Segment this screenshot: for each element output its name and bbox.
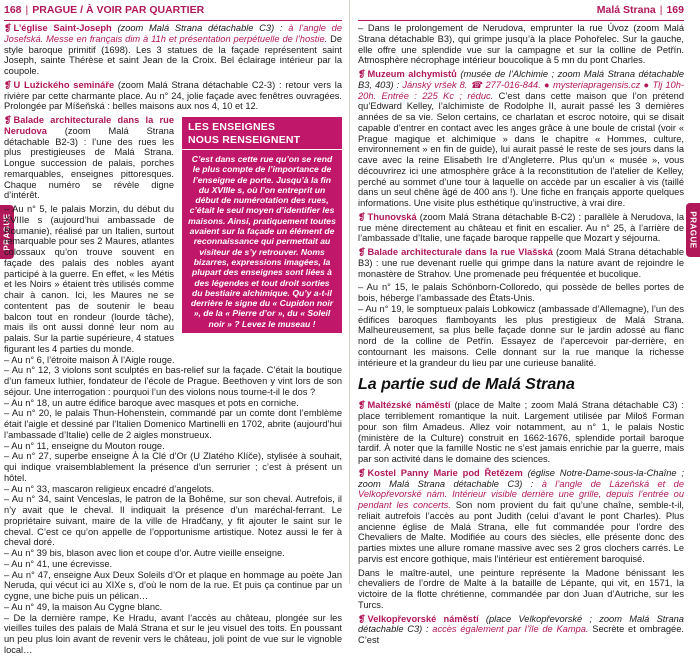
entry-text: (zoom Malá Strana détachable C2-3) : retour vers la rivière par cette charmante place. Au n° 24, jolie façade avec fenêtres ouvragées. Prolongée par Míšeňská : belles maisons aux nos 4, 10 et 12. [4,79,342,112]
entry-rue-vlasska [358,247,684,279]
entry-address: à l’angle de Lázeňská et de Velkopřevorské nám. Intérieur visible derrière une grille, depuis l’entrée ou pendant les concerts. [358,478,685,510]
right-side-tab-label: PRAGUE [688,211,698,249]
entry-ref: (zoom Malá Strana détachable B2-3) : l’une des rues les plus prestigieuses de Malá Strana. Longue succession de palais, porches remarquables, enseignes pittoresques. Chaque numéro se révèle digne d’intérêt. [4,125,174,201]
sidebar-box-body: C’est dans cette rue qu’on se rend le plus compte de l’importance de l’enseigne de porte. Jusqu’à la fin du XVIIIe s, où l’on entreprit un début de numérotation des rues, c’était le seul moyen d’identifier les maisons. Ainsi, pratiquement toutes avaient sur la façade un élément de reconnaissance qui permettait au visiteur de s’y retrouver. Noms bizarres, expressions imagées, la plupart des enseignes sont liées à des légendes et tout droit sorties du bestiaire alchimique. Qu’y a-t-il derrière le signe du « Cupidon noir », de la « Pierre d’or », du « Soleil noir » ? Levez le museau ! [188,154,336,329]
right-running-header [597,0,684,20]
entry-title: Maltézské náměstí [367,400,451,411]
entry-text: C’est dans cette maison que l’on prétend qu’Edward Kelley, l’alchimiste de Rodolphe II, aurait passé les 3 dernières années de sa vie. Selon certains, ce charlatan et escroc notoire, qui se disait capable d’entrer en contact avec les anges grâce à une boule de cristal (voir « Prague magique et alchimique » dans le chapitre « Hommes, culture, environnement » en fin de guide), lui aurait passé le reste de ses jours dans la cave avec la reine Elisabeth Ire d’Angleterre. Plus qu’un « musée », vous découvrirez ici une atmosphère grâce à la reconstitution de l’atelier de Kelley, perché au sommet d’une tour à laquelle on accède par un escalier à vis (taillé dans un seul chêne âgé de 400 ans !). Une fiche en français apporte quelques informations. Une visite plus esthétique qu’instructive, à vrai dire. [358,90,684,208]
entry-kostel-text-2: Dans le maître-autel, une peinture représente la Madone bénissant les chevaliers de l’ordre de Malte à la bataille de Lépante, qui vit, en 1571, la victoire de la flotte chrétienne, commandée par don Juan d’Autriche, sur les Turcs. [358,567,684,610]
right-header-rule [358,20,684,21]
bookmark-icon: ❡ [4,23,12,33]
entry-ref: (musée de l’Alchimie ; zoom Malá Strana détachable B3, 403) : [358,69,685,90]
sidebar-box-title-line2: NOUS RENSEIGNENT [188,134,301,146]
right-column [358,23,684,649]
entry-title: Balade architecturale dans la rue Vlašská [367,247,553,257]
sidebar-box-enseignes [182,117,342,333]
list-item: – Au n° 41, une écrevisse. [4,558,113,569]
bookmark-icon: ❡ [358,211,366,222]
entry-title: U Lužického semináře [13,79,115,90]
list-item: – Au n° 11, enseigne du Mouton rouge. [4,440,165,451]
list-item: – Au n° 39 bis, blason avec lion et coupe d’or. Autre vieille enseigne. [4,548,285,558]
bookmark-icon: ❡ [358,613,366,624]
left-header-title: PRAGUE / À VOIR PAR QUARTIER [32,4,205,16]
bookmark-icon: ❡ [358,467,366,478]
sidebar-box-title [182,117,342,150]
entry-title: Balade architecturale dans la rue Nerudova [4,115,174,136]
bookmark-icon: ❡ [4,79,12,90]
list-item: – Au n° 6, l’étroite maison À l’Aigle rouge. [4,354,175,365]
left-page [0,0,350,655]
bookmark-icon: ❡ [4,115,12,125]
entry-title: L’église Saint-Joseph [13,23,112,33]
entry-ref: (église Notre-Dame-sous-la-Chaîne ; zoom Malá Strana détachable C3) : [358,467,684,489]
list-item: – Au n° 27, superbe enseigne À la Clé d’Or (U Zlatého Klíče), stylisée à souhait, qui indique vraisemblablement la présence d’un serrurier ; c’est à présent un hôtel. [4,451,342,483]
entry-maltezske-namesti [358,400,684,465]
entry-title: Muzeum alchymistů [367,69,457,79]
list-item: – Au n° 15, le palais Schönborn-Colloredo, qui possède de belles portes de bois, héberge l’ambassade des États-Unis. [358,282,684,303]
list-item: – Au n° 18, un autre édifice baroque avec masques et pots en corniche. [4,397,299,408]
entry-luzickeho-seminare [4,80,342,112]
list-item: – Au n° 5, le palais Morzin, du début du XVIIIe s (aujourd’hui ambassade de Roumanie), réalisé par un Italien, surtout remarquable pour ses 2 Maures, atlantes colossaux qu’on trouve souvent en façade des palais des nobles ayant participé à la guerre. En effet, « les Métis et les Noirs » étaient très utilisés comme chair à canon. Ici, les Maures ne se contentent pas de soutenir le beau balcon tout en rondeur (lourde tâche), mais ils ont aussi donné leur nom au palais. Sur la partie supérieure, 4 statues figurant les 4 parties du monde. [4,204,174,354]
left-page-number: 168 [4,4,22,16]
list-item: – Au n° 19, le somptueux palais Lobkowicz (ambassade d’Allemagne), l’un des édifices baroques flamboyants les plus prestigieux de Malá Strana. Malheureusement, sa plus belle façade donne sur le jardin adossé au flanc nord de la colline de Petřín. Essayez de l’apercevoir par-derrière, en contournant les maisons. Celle donnant sur la rue manque la richesse intérieure et la grandeur du lieu par une curieuse banalité. [358,303,684,368]
list-item: – Au n° 47, enseigne Aux Deux Soleils d’Or et plaque en hommage au poète Jan Neruda, qui vécut ici au XIXe s, d’où le nom de la rue. Et puis ça continue par un cygne, une biche puis un pélican… [4,569,342,601]
entry-text: (zoom Malá Strana détachable B-C2) : parallèle à Nerudova, la rue mène directement au château et finit en escalier. Au n° 25, à l’arrière de l’ambassade d’Italie, une façade baroque rappelle que Mozart y séjourna. [358,211,684,244]
list-item: – Au n° 20, le palais Thun-Hohenstein, commandé par un comte dont l’emblème était l’aigle et dessiné par l’Italien Domenico Martinelli en 1702, abrite (aujourd’hui l’ambassade d’Italie) celle de 2 aigles monstrueux. [4,408,342,440]
bookmark-icon: ❡ [358,247,366,257]
entry-address: à l’angle de Josefská. Messe en français dim à 11h et présentation perpétuelle de l’hostie. [4,23,343,44]
entry-address: Jánský vršek 8. ☎ 277-016-844. ● mysteriapragensis.cz ● Tlj 10h-20h. Entrée : 225 Kc ; réduc. [358,79,684,101]
bookmark-icon: ❡ [358,400,366,411]
entry-text: (place de Malte ; zoom Malá Strana détachable C3) : place terriblement romantique la nuit. Largement utilisée par Miloš Forman pour son film Amadeus. Allez voir notamment, au n° 1, le palais Nostic (ministère de la Culture) construit en 1662-1676, splendide portail baroque tardif. À noter que la famille Nostic ne s’est jamais enrichie par la guerre, mais par son activité dans le domaine des sciences. [358,400,684,464]
entry-text: – Dans le prolongement de Nerudova, emprunter la rue Úvoz (zoom Malá Strana détachable B3), qui grimpe jusqu’à la place Pohořelec. Sur la gauche, elle offre une splendide vue sur la campagne et sur la colline de Petřín. Atmosphère nécrophage intérieur boucolique à 5 mn du pont Charles. [358,23,684,66]
bookmark-icon: ❡ [358,69,366,79]
right-side-tab [686,203,700,257]
list-item: – Au n° 49, la maison Au Cygne blanc. [4,601,163,612]
left-column [4,23,342,656]
right-page [350,0,700,645]
entry-text: De style baroque primitif (1698). Les 3 statues de la façade représentent saint Joseph, sainte Thérèse et saint Jean de la Croix. Bel éclairage intérieur par la coupole. [4,33,342,76]
entry-thunovska [358,212,684,244]
entry-address: accès également par l’île de Kampa. [432,624,589,635]
header-separator: | [659,4,663,16]
entry-text: Secrète et ombragée. C’est [358,624,684,645]
left-header-rule [4,20,342,21]
left-side-tab-label: PRAGUE [2,213,12,251]
sidebar-box-title-line1: LES ENSEIGNES [188,121,276,133]
right-page-number: 169 [666,4,684,16]
entry-ref: (zoom Malá Strana détachable C3) : [111,23,289,33]
entry-rue-uvoz [358,23,684,66]
list-item: – Au n° 12, 3 violons sont sculptés en bas-relief sur la façade. C’était la boutique d’un fameux luthier, fondateur de l’école de Prague. Beethoven y vint lors de son séjour. Une interrogation : pourquoi l’un des violons nous tourne-t-il le dos ? [4,365,342,397]
section-title: La partie sud de Malá Strana [358,376,575,394]
header-separator: | [25,4,29,16]
list-item: – Au n° 33, mascaron religieux encadré d’angelots. [4,483,214,494]
entry-title: Thunovská [367,211,417,222]
entry-text: Son nom provient du fait qu’une chaîne, semble-t-il, reliait autrefois l’accès au pont Judith (celui d’avant le pont Charles). Plus ancienne église de Malá Strana, elle fut commandée pour l’ordre des Chevaliers de Malte. Modifiée au cours des siècles, elle présente donc des parties mixtes une allure romane massive avec ses 2 gros clochers carrés. Le parvis est encore gothique, mais l’intérieur est entièrement baroquisé. [358,500,685,564]
list-item: – De la dernière rampe, Ke Hradu, avant l’accès au château, plongée sur les vieilles tuiles des palais de Malá Strana et sur le jeu visuel des toits. En poussant un peu plus loin avant de revenir vers le château, joli point de vue sur le vignoble local… [4,612,342,655]
entry-title: Kostel Panny Marie pod Řetězem [367,467,523,478]
entry-title: Velkopřevorské náměstí [367,613,479,624]
right-header-title: Malá Strana [596,4,656,16]
entry-muzeum-alchymistu [358,69,684,209]
entry-eglise-saint-joseph [4,23,342,77]
entry-ref: (place Velkopřevorské ; zoom Malá Strana détachable C3) : [358,613,684,635]
left-running-header [4,0,204,20]
entry-kostel-panny-marie [358,468,684,565]
list-item: – Au n° 34, saint Venceslas, le patron de la Bohême, sur son cheval. Autrefois, il n’y avait que le cheval. Il indiquait la présence d’un maréchal-ferrant. Le propriétaire suivant, maire de la ville de Hradčany, y fit ajouter le saint sur le cheval. C’est ce qu’on appelle de l’opportunisme artistique. Notez aussi le fer à cheval doré. [4,494,342,548]
entry-text: (zoom Malá Strana détachable B3) : une rue devenant ruelle qui grimpe dans la nature avant de rejoindre le monastère de Strahov. Une promenade peu fréquentée et bucolique. [358,247,685,279]
entry-velkoprevorske [358,614,684,646]
